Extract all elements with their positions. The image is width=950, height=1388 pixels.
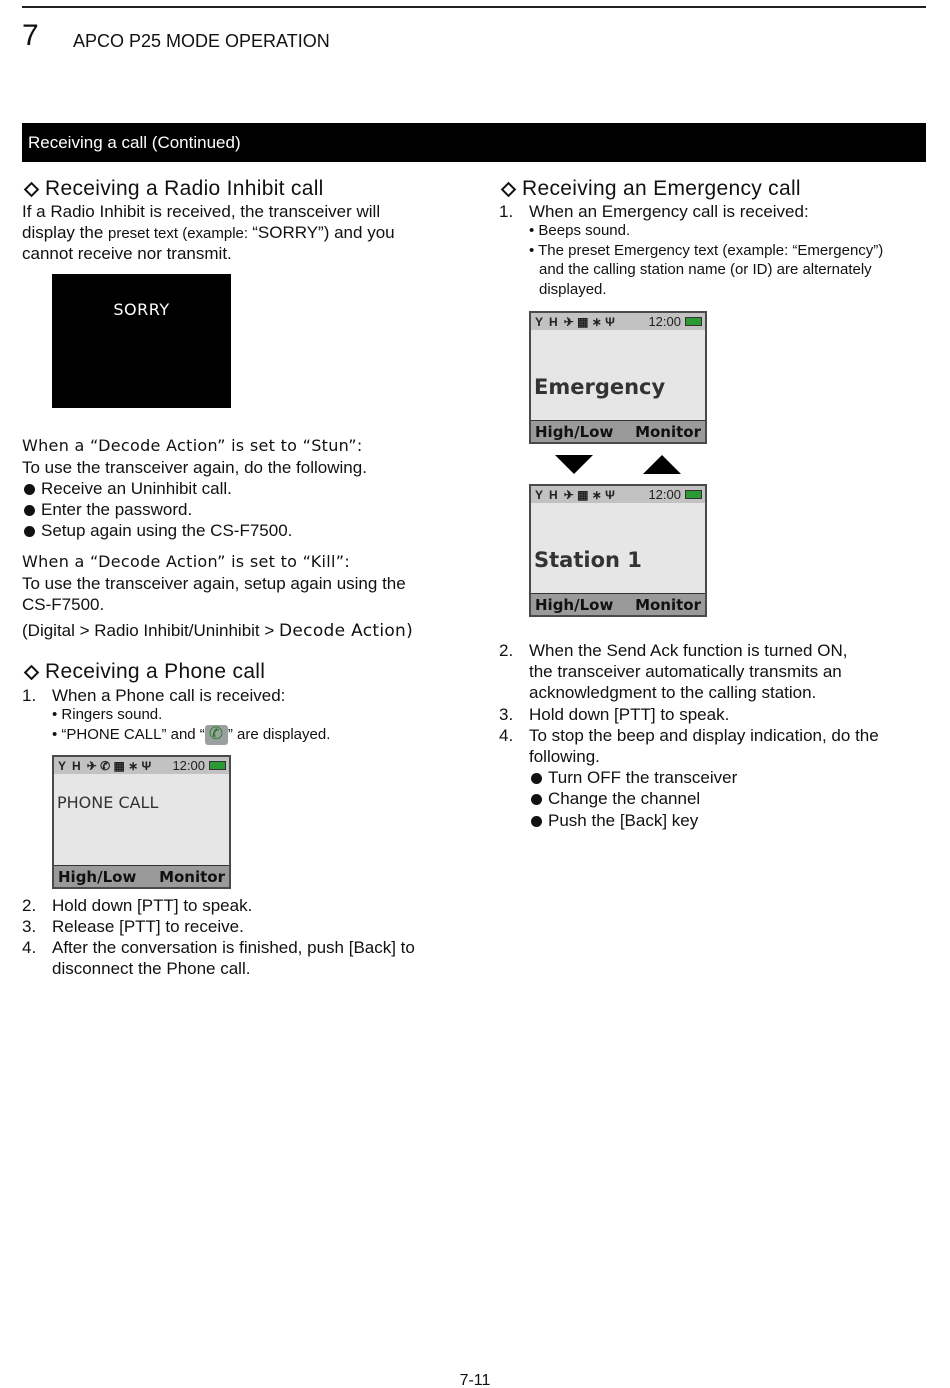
status-icons: ✈ ▦ ∗ Ψ bbox=[563, 314, 615, 329]
emergency-sub-2-3: displayed. bbox=[539, 281, 607, 298]
header-rule bbox=[22, 6, 926, 8]
softkey-bar bbox=[54, 865, 229, 887]
emergency-sub-2-1: • The preset Emergency text (example: “Emergency”) bbox=[529, 242, 884, 259]
emergency-step-4-cont: following. bbox=[529, 747, 600, 766]
emergency-screen bbox=[529, 311, 707, 444]
status-bar bbox=[54, 757, 229, 774]
clock: 12:00 bbox=[648, 314, 681, 329]
radio-inhibit-intro-1: If a Radio Inhibit is received, the transceiver will bbox=[22, 202, 381, 221]
bullet-icon bbox=[24, 484, 35, 495]
radio-inhibit-intro-2: display the preset text (example: “SORRY”) and you bbox=[22, 223, 395, 242]
phone-step-4-cont: disconnect the Phone call. bbox=[52, 959, 251, 978]
emergency-heading: Receiving an Emergency call bbox=[499, 176, 801, 202]
chapter-title: APCO P25 MODE OPERATION bbox=[73, 31, 330, 51]
sorry-screen bbox=[52, 274, 231, 408]
arrow-up-icon bbox=[643, 455, 681, 474]
softkey-right: Monitor bbox=[635, 422, 701, 441]
stun-line: To use the transceiver again, do the following. bbox=[22, 458, 367, 477]
diamond-icon bbox=[501, 181, 517, 197]
phone-step-2: 2. Hold down [PTT] to speak. bbox=[22, 896, 253, 915]
arrow-down-icon bbox=[555, 455, 593, 474]
section-banner: Receiving a call (Continued) bbox=[22, 123, 926, 162]
stun-bullet-1: Receive an Uninhibit call. bbox=[22, 478, 232, 499]
kill-line-2: CS-F7500. bbox=[22, 595, 105, 614]
bullet-icon bbox=[531, 816, 542, 827]
phone-step-4: 4. After the conversation is finished, push [Back] to bbox=[22, 938, 415, 957]
softkey-left: High/Low bbox=[535, 422, 614, 441]
softkey-right: Monitor bbox=[635, 595, 701, 614]
emergency-step-2: 2. When the Send Ack function is turned ON, bbox=[499, 641, 848, 660]
bullet-icon bbox=[24, 505, 35, 516]
emergency-step-2-cont-1: the transceiver automatically transmits an bbox=[529, 662, 842, 681]
status-icons: ✈ ✆ ▦ ∗ Ψ bbox=[86, 758, 152, 773]
h-icon: H bbox=[549, 487, 558, 502]
diamond-icon bbox=[24, 664, 40, 680]
phone-step-1: 1. When a Phone call is received: bbox=[22, 686, 286, 705]
softkey-bar bbox=[531, 420, 705, 442]
phone-step-3: 3. Release [PTT] to receive. bbox=[22, 917, 244, 936]
station-screen bbox=[529, 484, 707, 617]
radio-inhibit-intro-3: cannot receive nor transmit. bbox=[22, 244, 232, 263]
menu-path: (Digital > Radio Inhibit/Uninhibit > Decode Action) bbox=[22, 621, 414, 641]
battery-icon bbox=[685, 317, 702, 326]
phone-sub-1: • Ringers sound. bbox=[52, 706, 163, 723]
emergency-bullet-2: Change the channel bbox=[529, 788, 700, 809]
screen-text: PHONE CALL bbox=[57, 793, 159, 812]
battery-icon bbox=[209, 761, 226, 770]
status-icons: ✈ ▦ ∗ Ψ bbox=[563, 487, 615, 502]
stun-bullet-3: Setup again using the CS-F7500. bbox=[22, 520, 292, 541]
bullet-icon bbox=[531, 773, 542, 784]
page-number: 7-11 bbox=[459, 1372, 491, 1388]
screen-text: Emergency bbox=[534, 375, 666, 399]
stun-bullet-2: Enter the password. bbox=[22, 499, 192, 520]
phone-sub-2: • “PHONE CALL” and “✆ ” are displayed. bbox=[52, 725, 330, 745]
stun-heading: When a “Decode Action” is set to “Stun”: bbox=[22, 436, 363, 455]
chapter-number: 7 bbox=[22, 19, 39, 52]
softkey-right: Monitor bbox=[159, 867, 225, 886]
phone-call-heading: Receiving a Phone call bbox=[22, 659, 265, 685]
radio-inhibit-heading: Receiving a Radio Inhibit call bbox=[22, 176, 324, 202]
bullet-icon bbox=[24, 526, 35, 537]
h-icon: H bbox=[549, 314, 558, 329]
h-icon: H bbox=[72, 758, 81, 773]
status-bar bbox=[531, 313, 705, 330]
phone-call-screen bbox=[52, 755, 231, 889]
clock: 12:00 bbox=[648, 487, 681, 502]
kill-line-1: To use the transceiver again, setup again using the bbox=[22, 574, 406, 593]
diamond-icon bbox=[24, 181, 40, 197]
antenna-icon: Y bbox=[535, 314, 544, 329]
emergency-bullet-3: Push the [Back] key bbox=[529, 810, 698, 831]
antenna-icon: Y bbox=[58, 758, 67, 773]
kill-heading: When a “Decode Action” is set to “Kill”: bbox=[22, 552, 351, 571]
softkey-left: High/Low bbox=[58, 867, 137, 886]
emergency-step-2-cont-2: acknowledgment to the calling station. bbox=[529, 683, 817, 702]
emergency-bullet-1: Turn OFF the transceiver bbox=[529, 767, 737, 788]
softkey-bar bbox=[531, 593, 705, 615]
status-bar bbox=[531, 486, 705, 503]
softkey-left: High/Low bbox=[535, 595, 614, 614]
battery-icon bbox=[685, 490, 702, 499]
screen-text: Station 1 bbox=[534, 548, 642, 572]
emergency-sub-2-2: and the calling station name (or ID) are alternately bbox=[539, 261, 872, 278]
bullet-icon bbox=[531, 794, 542, 805]
antenna-icon: Y bbox=[535, 487, 544, 502]
emergency-step-3: 3. Hold down [PTT] to speak. bbox=[499, 705, 730, 724]
phone-icon bbox=[205, 725, 228, 745]
sorry-screen-text: SORRY bbox=[113, 300, 170, 319]
clock: 12:00 bbox=[172, 758, 205, 773]
emergency-step-1: 1. When an Emergency call is received: bbox=[499, 202, 809, 221]
emergency-step-4: 4. To stop the beep and display indication, do the bbox=[499, 726, 879, 745]
emergency-sub-1: • Beeps sound. bbox=[529, 222, 631, 239]
